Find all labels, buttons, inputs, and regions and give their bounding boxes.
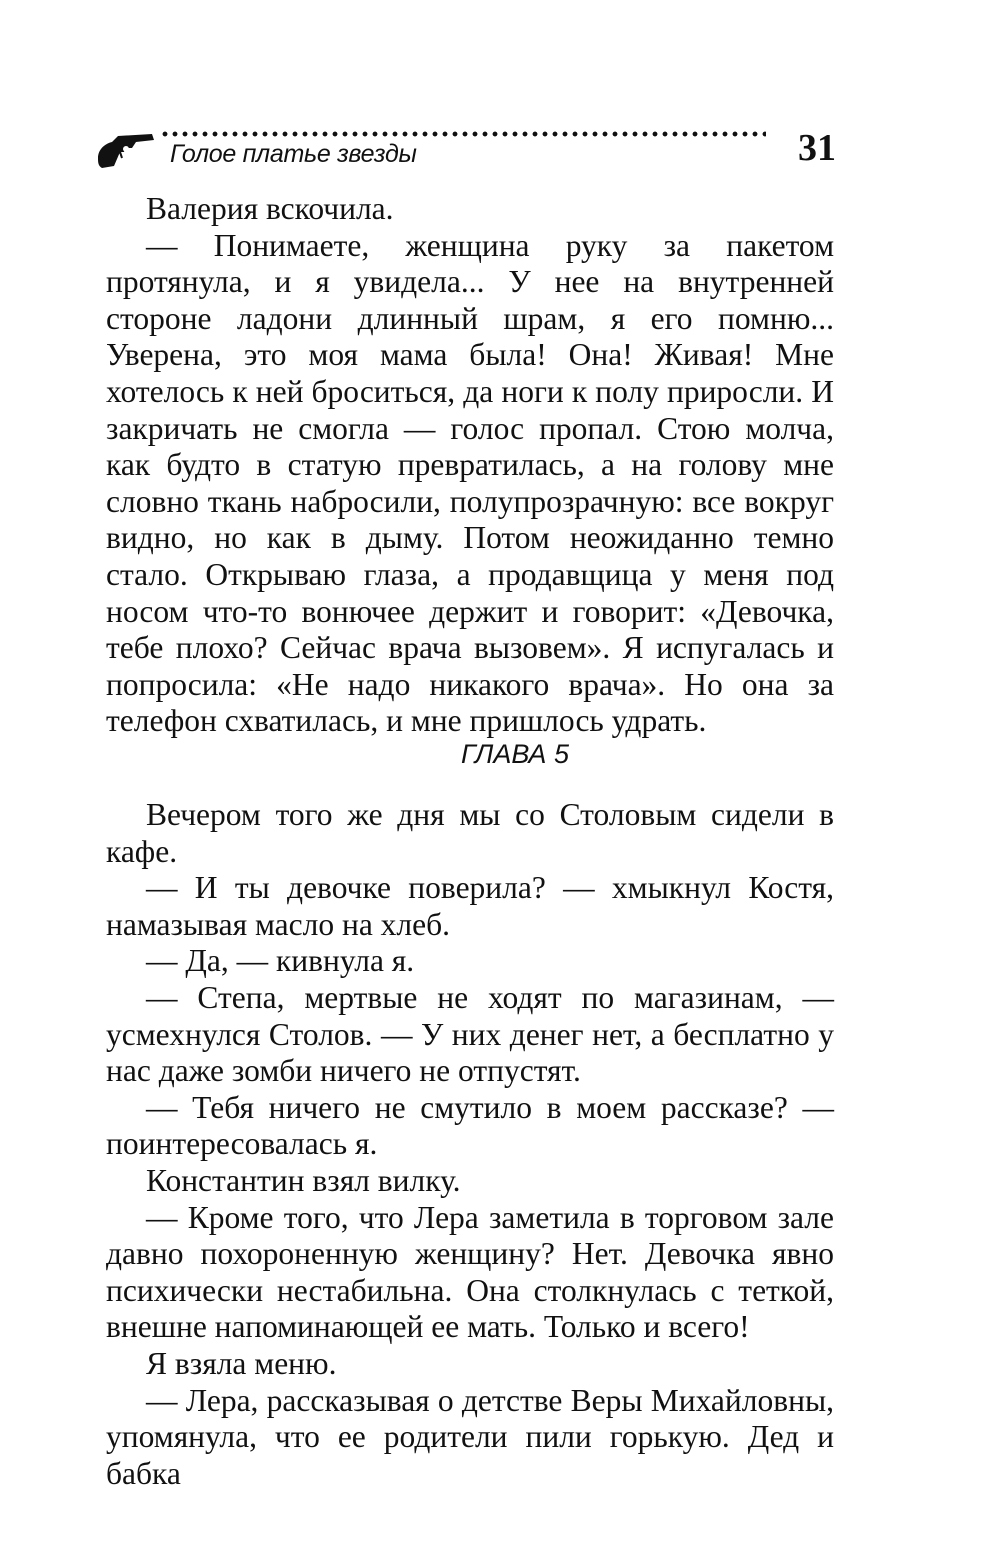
revolver-icon bbox=[96, 128, 156, 170]
paragraph: — Лера, рассказывая о детстве Веры Михайловны, упомянула, что ее родители пили горькую. Дед и бабка bbox=[106, 1382, 834, 1491]
paragraph: Валерия вскочила. bbox=[146, 191, 394, 226]
paragraph: — Степа, мертвые не ходят по магазинам, — усмехнулся Столов. — У них денег нет, а бесплатно у нас даже зомби ничего не отпустят. bbox=[106, 979, 834, 1089]
paragraph: — Да, — кивнула я. bbox=[146, 943, 415, 979]
running-title: Голое платье звезды bbox=[170, 140, 417, 168]
section-1-text bbox=[106, 191, 834, 740]
chapter-title: ГЛАВА 5 bbox=[461, 739, 569, 769]
page-number: 31 bbox=[798, 127, 836, 169]
paragraph: — Кроме того, что Лера заметила в торговом зале давно похороненную женщину? Нет. Девочка явно психически нестабильна. Она столкнулась с теткой, внешне напоминающей ее мать. Только и всего! bbox=[106, 1199, 834, 1345]
paragraph: Вечером того же дня мы со Столовым сидели в кафе. bbox=[106, 797, 834, 869]
paragraph: — И ты девочке поверила? — хмыкнул Костя, намазывая масло на хлеб. bbox=[106, 870, 834, 942]
paragraph: — Тебя ничего не смутило в моем рассказе? — поинтересовалась я. bbox=[106, 1089, 834, 1162]
paragraph: Я взяла меню. bbox=[146, 1345, 337, 1381]
paragraph: — Понимаете, женщина руку за пакетом протянула, и я увидела... У нее на внутренней стороне ладони длинный шрам, я его помню... Уверена, это моя мама была! Она! Живая! Мне хотелось к ней броситься, да ноги к полу приросли. И закричать не смогла — голос пропал. Стою молча, как будто в статую превратилась, а на голову мне словно ткань набросили, полупрозрачную: все вокруг видно, но как в дыму. Потом неожиданно темно стало. Открываю глаза, а продавщица у меня под носом что-то вонючее держит и говорит: «Девочка, тебе плохо? Сейчас врача вызовем». Я испугалась и попросила: «Не надо никакого врача». Но она за телефон схватилась, и мне пришлось удрать. bbox=[106, 227, 834, 739]
paragraph: Константин взял вилку. bbox=[146, 1162, 461, 1198]
running-header bbox=[96, 124, 836, 174]
header-dotted-rule bbox=[160, 130, 766, 138]
section-2-text bbox=[106, 797, 834, 1492]
